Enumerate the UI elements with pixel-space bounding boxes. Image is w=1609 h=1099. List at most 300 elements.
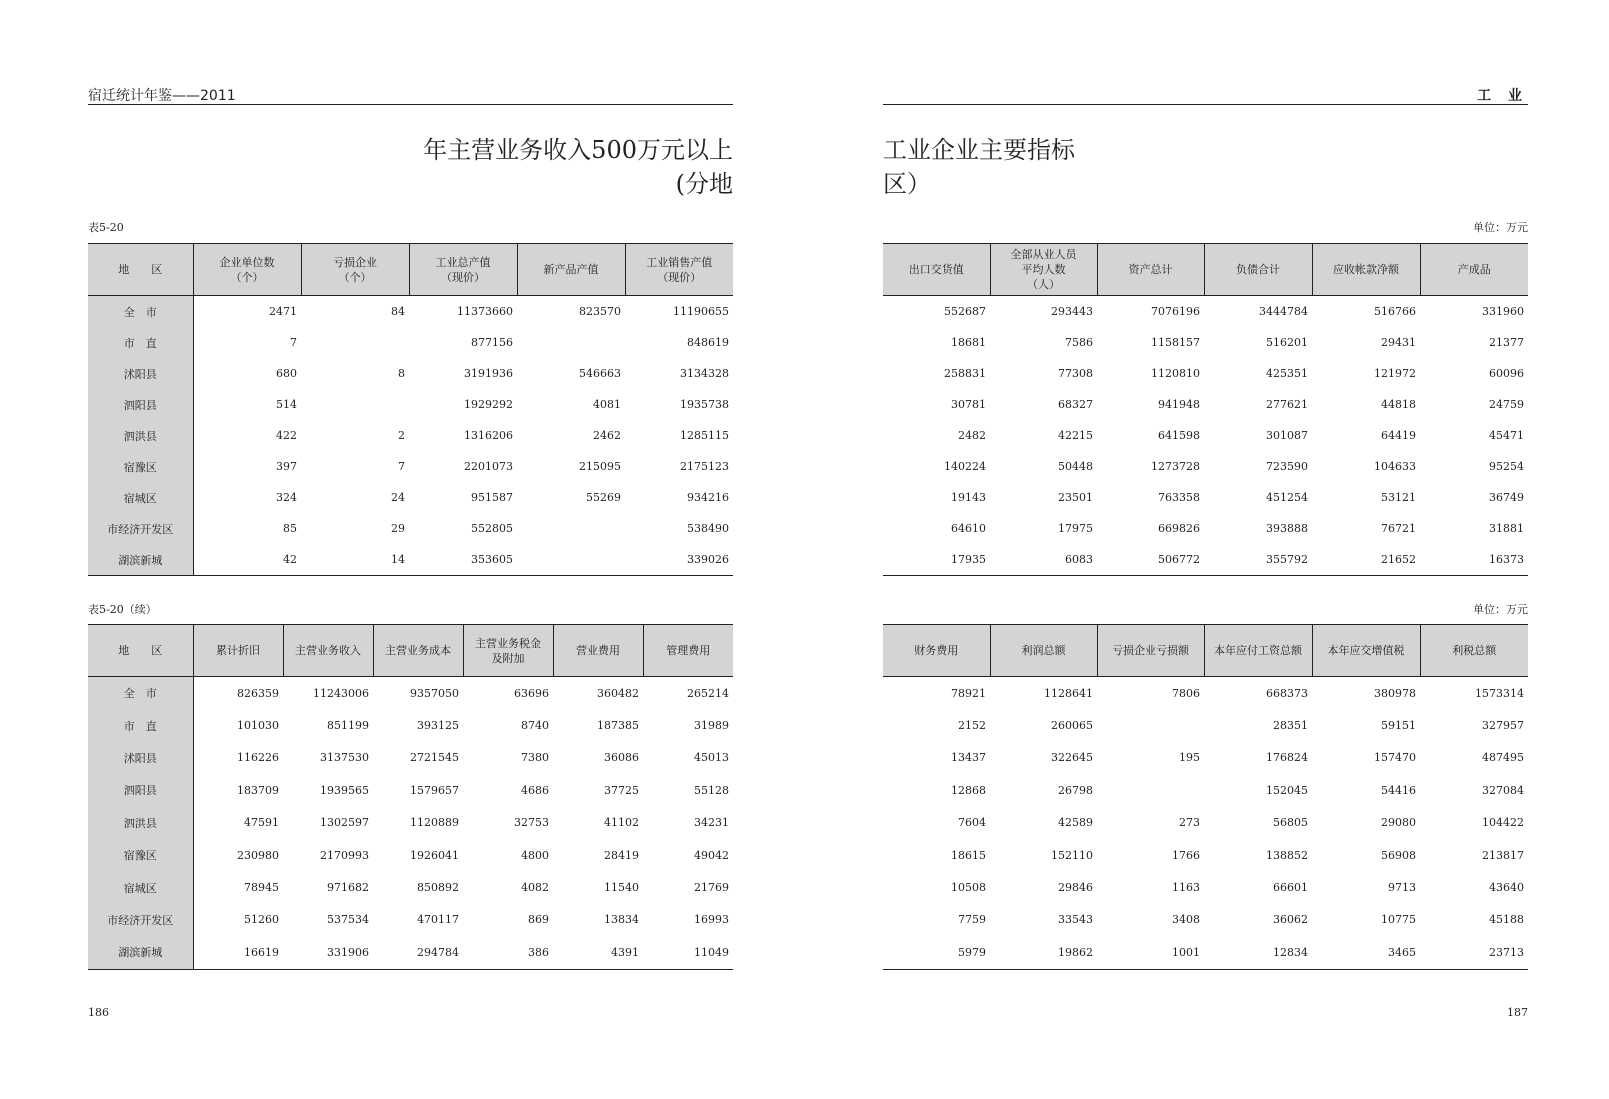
value-cell: 104633 — [1374, 460, 1416, 473]
value-cell: 21652 — [1312, 544, 1420, 576]
value-cell: 763358 — [1158, 491, 1200, 504]
value-cell: 7 — [290, 336, 297, 349]
value-cell: 1939565 — [320, 783, 369, 797]
value-cell: 19862 — [990, 936, 1097, 969]
value-cell: 516201 — [1266, 336, 1308, 349]
value-cell: 422 — [276, 429, 297, 442]
value-cell: 32753 — [514, 816, 549, 830]
value-cell: 13834 — [604, 913, 639, 927]
column-header: 累计折旧 — [193, 625, 283, 677]
value-cell: 339026 — [625, 544, 733, 576]
column-header-region: 地 区 — [88, 244, 193, 296]
value-cell: 12868 — [951, 783, 986, 797]
value-cell: 2170993 — [320, 848, 369, 862]
value-cell: 322645 — [1051, 751, 1093, 765]
value-cell: 514 — [276, 398, 297, 411]
value-cell: 4391 — [553, 936, 643, 969]
value-cell: 21769 — [694, 881, 729, 895]
value-cell: 85 — [283, 522, 297, 535]
table-row — [88, 774, 733, 806]
value-cell: 7806 — [1172, 686, 1200, 700]
title-line: 区） — [883, 170, 931, 198]
value-cell: 971682 — [327, 881, 369, 895]
table-row — [88, 482, 733, 513]
value-cell: 77308 — [1058, 367, 1093, 380]
value-cell: 2482 — [958, 429, 986, 442]
value-cell: 36086 — [604, 751, 639, 765]
table-row — [883, 513, 1528, 544]
title-line: (分地 — [675, 170, 733, 198]
table-row — [883, 677, 1528, 710]
value-cell: 393888 — [1266, 522, 1308, 535]
value-cell: 1316206 — [464, 429, 513, 442]
value-cell: 451254 — [1266, 491, 1308, 504]
region-cell: 湖滨新城 — [88, 544, 193, 576]
value-cell: 53121 — [1381, 491, 1416, 504]
value-cell: 934216 — [687, 491, 729, 504]
table-row — [883, 871, 1528, 903]
value-cell: 17975 — [1058, 522, 1093, 535]
column-header: 本年应付工资总额 — [1204, 625, 1312, 677]
value-cell: 5979 — [883, 936, 990, 969]
value-cell: 54416 — [1381, 783, 1416, 797]
value-cell: 84 — [391, 305, 405, 318]
value-cell: 24759 — [1489, 398, 1524, 411]
value-cell — [301, 327, 409, 358]
value-cell: 506772 — [1097, 544, 1204, 576]
value-cell: 157470 — [1374, 751, 1416, 765]
table-row — [88, 871, 733, 903]
column-header: 本年应交增值税 — [1312, 625, 1420, 677]
table-row — [88, 420, 733, 451]
title-line: 年主营业务收入500万元以上 — [423, 136, 733, 164]
table-header-row — [883, 244, 1528, 296]
value-cell: 397 — [276, 460, 297, 473]
value-cell: 47591 — [244, 816, 279, 830]
value-cell: 43640 — [1489, 881, 1524, 895]
value-cell: 260065 — [1051, 719, 1093, 733]
value-cell: 17935 — [883, 544, 990, 576]
region-cell: 泗阳县 — [88, 389, 193, 420]
table-row — [88, 296, 733, 328]
column-header: 利润总额 — [990, 625, 1097, 677]
value-cell: 140224 — [944, 460, 986, 473]
value-cell: 41102 — [604, 816, 639, 830]
value-cell: 277621 — [1266, 398, 1308, 411]
column-header: 营业费用 — [553, 625, 643, 677]
column-header: 管理费用 — [643, 625, 733, 677]
value-cell: 327084 — [1482, 783, 1524, 797]
value-cell: 51260 — [244, 913, 279, 927]
column-header: 亏损企业 （个） — [301, 244, 409, 296]
value-cell: 50448 — [1058, 460, 1093, 473]
value-cell: 2721545 — [410, 751, 459, 765]
value-cell: 1285115 — [680, 429, 729, 442]
value-cell: 29431 — [1381, 336, 1416, 349]
value-cell: 2462 — [593, 429, 621, 442]
value-cell: 4800 — [521, 848, 549, 862]
value-cell: 18681 — [951, 336, 986, 349]
value-cell: 293443 — [1051, 305, 1093, 318]
value-cell: 95254 — [1489, 460, 1524, 473]
value-cell: 1929292 — [464, 398, 513, 411]
value-cell: 14 — [301, 544, 409, 576]
region-cell: 市经济开发区 — [88, 904, 193, 936]
title-line: 工业企业主要指标 — [883, 136, 1075, 164]
value-cell: 16373 — [1420, 544, 1528, 576]
value-cell: 59151 — [1381, 719, 1416, 733]
value-cell: 33543 — [1058, 913, 1093, 927]
column-header: 资产总计 — [1097, 244, 1204, 296]
value-cell: 78945 — [244, 881, 279, 895]
table-row — [883, 936, 1528, 969]
column-header: 新产品产值 — [517, 244, 625, 296]
value-cell: 273 — [1179, 816, 1200, 830]
table-row — [883, 774, 1528, 806]
value-cell: 176824 — [1266, 751, 1308, 765]
value-cell: 3137530 — [320, 751, 369, 765]
value-cell: 6083 — [990, 544, 1097, 576]
value-cell: 213817 — [1482, 848, 1524, 862]
value-cell: 538490 — [687, 522, 729, 535]
table-header-row — [883, 625, 1528, 677]
value-cell: 331960 — [1482, 305, 1524, 318]
value-cell: 823570 — [579, 305, 621, 318]
table-row — [883, 327, 1528, 358]
value-cell: 7586 — [1065, 336, 1093, 349]
value-cell — [517, 513, 625, 544]
value-cell: 28419 — [604, 848, 639, 862]
value-cell — [301, 389, 409, 420]
table-label: 表5-20（续） — [88, 603, 157, 616]
value-cell — [517, 327, 625, 358]
value-cell: 187385 — [597, 719, 639, 733]
value-cell: 121972 — [1374, 367, 1416, 380]
table-row — [883, 389, 1528, 420]
value-cell: 42215 — [1058, 429, 1093, 442]
value-cell: 877156 — [471, 336, 513, 349]
value-cell: 7076196 — [1151, 305, 1200, 318]
value-cell: 11049 — [643, 936, 733, 969]
value-cell: 195 — [1179, 751, 1200, 765]
page-number: 186 — [88, 1006, 109, 1019]
table-row — [883, 420, 1528, 451]
value-cell: 29 — [391, 522, 405, 535]
data-table — [883, 624, 1528, 970]
table-row — [88, 327, 733, 358]
value-cell: 76721 — [1381, 522, 1416, 535]
value-cell: 215095 — [579, 460, 621, 473]
value-cell: 1935738 — [680, 398, 729, 411]
table-row — [88, 513, 733, 544]
column-header: 应收帐款净额 — [1312, 244, 1420, 296]
table-row — [88, 677, 733, 710]
value-cell: 16619 — [193, 936, 283, 969]
section-title: 工 业 — [1477, 88, 1528, 104]
table-row — [883, 709, 1528, 741]
table-row — [88, 839, 733, 871]
value-cell: 1158157 — [1151, 336, 1200, 349]
value-cell: 8 — [398, 367, 405, 380]
value-cell: 1926041 — [410, 848, 459, 862]
data-table — [883, 243, 1528, 576]
value-cell: 355792 — [1204, 544, 1312, 576]
region-cell: 市经济开发区 — [88, 513, 193, 544]
value-cell: 3191936 — [464, 367, 513, 380]
value-cell: 951587 — [471, 491, 513, 504]
value-cell: 1128641 — [1044, 686, 1093, 700]
value-cell: 3408 — [1172, 913, 1200, 927]
value-cell: 152110 — [1051, 848, 1093, 862]
value-cell: 9357050 — [410, 686, 459, 700]
value-cell: 11243006 — [313, 686, 369, 700]
value-cell: 29846 — [1058, 881, 1093, 895]
value-cell: 64419 — [1381, 429, 1416, 442]
column-header-region: 地 区 — [88, 625, 193, 677]
value-cell: 669826 — [1158, 522, 1200, 535]
value-cell: 1001 — [1097, 936, 1204, 969]
value-cell: 848619 — [687, 336, 729, 349]
value-cell: 31881 — [1489, 522, 1524, 535]
value-cell: 36749 — [1489, 491, 1524, 504]
table-row — [88, 709, 733, 741]
value-cell: 360482 — [597, 686, 639, 700]
running-head-right — [883, 84, 1528, 105]
value-cell: 10775 — [1381, 913, 1416, 927]
value-cell: 101030 — [237, 719, 279, 733]
column-header: 主营业务收入 — [283, 625, 373, 677]
value-cell: 78921 — [951, 686, 986, 700]
value-cell: 63696 — [514, 686, 549, 700]
value-cell: 1573314 — [1475, 686, 1524, 700]
value-cell: 16993 — [694, 913, 729, 927]
region-cell: 宿豫区 — [88, 451, 193, 482]
table-row — [883, 296, 1528, 328]
value-cell: 49042 — [694, 848, 729, 862]
value-cell: 104422 — [1482, 816, 1524, 830]
value-cell: 1163 — [1172, 881, 1200, 895]
value-cell: 324 — [276, 491, 297, 504]
table-row — [88, 544, 733, 576]
value-cell: 36062 — [1273, 913, 1308, 927]
value-cell: 64610 — [951, 522, 986, 535]
column-header: 工业总产值 （现价） — [409, 244, 517, 296]
value-cell: 24 — [391, 491, 405, 504]
value-cell: 265214 — [687, 686, 729, 700]
value-cell: 7380 — [521, 751, 549, 765]
value-cell: 2201073 — [464, 460, 513, 473]
value-cell: 66601 — [1273, 881, 1308, 895]
book-title: 宿迁统计年鉴——2011 — [88, 88, 236, 104]
column-header: 负债合计 — [1204, 244, 1312, 296]
value-cell: 258831 — [944, 367, 986, 380]
value-cell: 8740 — [521, 719, 549, 733]
value-cell: 393125 — [417, 719, 459, 733]
value-cell: 55269 — [586, 491, 621, 504]
region-cell: 沭阳县 — [88, 358, 193, 389]
value-cell: 23713 — [1420, 936, 1528, 969]
value-cell: 230980 — [237, 848, 279, 862]
column-header: 产成品 — [1420, 244, 1528, 296]
region-cell: 全 市 — [88, 296, 193, 328]
value-cell: 42 — [193, 544, 301, 576]
region-cell: 泗洪县 — [88, 420, 193, 451]
column-header: 企业单位数 （个） — [193, 244, 301, 296]
running-head-left — [88, 84, 733, 105]
table-row — [883, 742, 1528, 774]
value-cell: 7 — [398, 460, 405, 473]
value-cell: 1120810 — [1151, 367, 1200, 380]
value-cell: 1579657 — [410, 783, 459, 797]
table-row — [883, 451, 1528, 482]
right-page — [883, 0, 1528, 1099]
value-cell: 29080 — [1381, 816, 1416, 830]
value-cell: 4081 — [593, 398, 621, 411]
table-row — [88, 358, 733, 389]
value-cell: 11190655 — [673, 305, 729, 318]
table-row — [88, 807, 733, 839]
value-cell: 1302597 — [320, 816, 369, 830]
region-cell: 泗阳县 — [88, 774, 193, 806]
value-cell: 641598 — [1158, 429, 1200, 442]
value-cell: 68327 — [1058, 398, 1093, 411]
value-cell: 425351 — [1266, 367, 1308, 380]
value-cell: 1766 — [1172, 848, 1200, 862]
value-cell: 331906 — [283, 936, 373, 969]
value-cell: 42589 — [1058, 816, 1093, 830]
value-cell: 1120889 — [410, 816, 459, 830]
value-cell: 116226 — [237, 751, 279, 765]
value-cell: 487495 — [1482, 751, 1524, 765]
value-cell: 680 — [276, 367, 297, 380]
value-cell: 9713 — [1388, 881, 1416, 895]
left-page — [88, 0, 733, 1099]
table-row — [88, 389, 733, 420]
table-row — [883, 807, 1528, 839]
table-row — [883, 544, 1528, 576]
value-cell: 941948 — [1158, 398, 1200, 411]
value-cell: 19143 — [951, 491, 986, 504]
table-row — [883, 358, 1528, 389]
value-cell — [1097, 709, 1204, 741]
value-cell: 516766 — [1374, 305, 1416, 318]
value-cell: 3465 — [1312, 936, 1420, 969]
value-cell: 470117 — [417, 913, 459, 927]
column-header: 利税总额 — [1420, 625, 1528, 677]
region-cell: 市 直 — [88, 709, 193, 741]
column-header: 全部从业人员 平均人数 （人） — [990, 244, 1097, 296]
unit-label: 单位：万元 — [1473, 603, 1528, 616]
value-cell: 552687 — [944, 305, 986, 318]
value-cell: 34231 — [694, 816, 729, 830]
value-cell: 668373 — [1266, 686, 1308, 700]
value-cell: 353605 — [409, 544, 517, 576]
region-cell: 全 市 — [88, 677, 193, 710]
value-cell: 723590 — [1266, 460, 1308, 473]
value-cell: 28351 — [1273, 719, 1308, 733]
value-cell: 2 — [398, 429, 405, 442]
table-row — [88, 904, 733, 936]
value-cell: 30781 — [951, 398, 986, 411]
column-header: 亏损企业亏损额 — [1097, 625, 1204, 677]
table-header-row — [88, 625, 733, 677]
value-cell: 546663 — [579, 367, 621, 380]
table-row — [883, 839, 1528, 871]
unit-label: 单位：万元 — [1473, 221, 1528, 234]
region-cell: 湖滨新城 — [88, 936, 193, 969]
value-cell: 4686 — [521, 783, 549, 797]
value-cell: 294784 — [373, 936, 463, 969]
column-header: 主营业务成本 — [373, 625, 463, 677]
value-cell: 60096 — [1489, 367, 1524, 380]
value-cell: 552805 — [471, 522, 513, 535]
value-cell: 26798 — [1058, 783, 1093, 797]
value-cell: 826359 — [237, 686, 279, 700]
value-cell: 301087 — [1266, 429, 1308, 442]
value-cell: 2152 — [958, 719, 986, 733]
column-header: 工业销售产值 （现价） — [625, 244, 733, 296]
value-cell: 56805 — [1273, 816, 1308, 830]
value-cell: 138852 — [1266, 848, 1308, 862]
value-cell: 869 — [528, 913, 549, 927]
data-table — [88, 624, 733, 970]
value-cell: 11373660 — [457, 305, 513, 318]
value-cell: 45013 — [694, 751, 729, 765]
value-cell — [1097, 774, 1204, 806]
page-title-left — [423, 133, 733, 201]
table-row — [883, 482, 1528, 513]
region-cell: 宿城区 — [88, 482, 193, 513]
page-title-right — [883, 133, 1075, 201]
value-cell: 152045 — [1266, 783, 1308, 797]
value-cell: 850892 — [417, 881, 459, 895]
value-cell: 380978 — [1374, 686, 1416, 700]
value-cell: 4082 — [521, 881, 549, 895]
value-cell: 11540 — [604, 881, 639, 895]
value-cell: 2175123 — [680, 460, 729, 473]
data-table — [88, 243, 733, 576]
value-cell: 31989 — [694, 719, 729, 733]
page-number: 187 — [1507, 1006, 1528, 1019]
value-cell: 3134328 — [680, 367, 729, 380]
table-label: 表5-20 — [88, 221, 124, 234]
region-cell: 市 直 — [88, 327, 193, 358]
value-cell: 45471 — [1489, 429, 1524, 442]
value-cell: 386 — [463, 936, 553, 969]
table-header-row — [88, 244, 733, 296]
value-cell: 13437 — [951, 751, 986, 765]
value-cell: 7604 — [958, 816, 986, 830]
table-row — [88, 936, 733, 969]
value-cell: 56908 — [1381, 848, 1416, 862]
value-cell: 7759 — [958, 913, 986, 927]
value-cell: 37725 — [604, 783, 639, 797]
column-header: 主营业务税金 及附加 — [463, 625, 553, 677]
value-cell: 2471 — [269, 305, 297, 318]
value-cell — [517, 544, 625, 576]
table-row — [883, 904, 1528, 936]
value-cell: 10508 — [951, 881, 986, 895]
column-header: 财务费用 — [883, 625, 990, 677]
value-cell: 537534 — [327, 913, 369, 927]
value-cell: 183709 — [237, 783, 279, 797]
table-row — [88, 742, 733, 774]
table-row — [88, 451, 733, 482]
value-cell: 327957 — [1482, 719, 1524, 733]
value-cell: 3444784 — [1259, 305, 1308, 318]
value-cell: 12834 — [1204, 936, 1312, 969]
value-cell: 55128 — [694, 783, 729, 797]
